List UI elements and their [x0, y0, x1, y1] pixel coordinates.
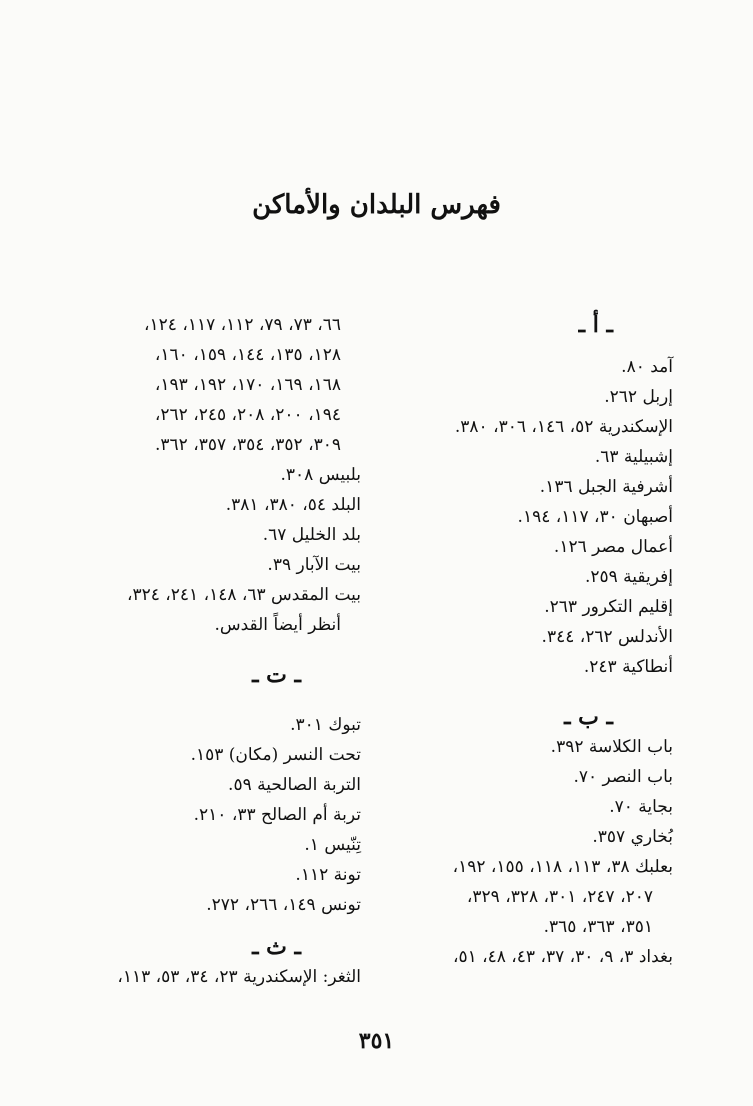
- index-entry: بعلبك ٣٨، ١١٣، ١١٨، ١٥٥، ١٩٢،: [452, 857, 673, 877]
- section-letter-alif: ـ أ ـ: [578, 312, 613, 338]
- index-entry: إربل ٢٦٢.: [604, 387, 673, 407]
- index-entry: بيت الآبار ٣٩.: [267, 555, 361, 575]
- index-entry: إشبيلية ٦٣.: [594, 447, 673, 467]
- index-entry: باب النصر ٧٠.: [573, 767, 673, 787]
- index-entry-continuation: ٣٥١، ٣٦٣، ٣٦٥.: [543, 917, 653, 937]
- index-entry: آمد ٨٠.: [621, 357, 673, 377]
- index-entry: تربة أم الصالح ٣٣، ٢١٠.: [193, 805, 361, 825]
- index-entry: أشرفية الجبل ١٣٦.: [539, 477, 673, 497]
- section-letter-tha: ـ ث ـ: [252, 934, 301, 960]
- index-entry: الثغر: الإسكندرية ٢٣، ٣٤، ٥٣، ١١٣،: [117, 967, 361, 987]
- index-entry-continuation: ٣٠٩، ٣٥٢، ٣٥٤، ٣٥٧، ٣٦٢.: [155, 435, 341, 455]
- index-column-right: [363, 310, 673, 972]
- index-entry: بلبيس ٣٠٨.: [280, 465, 361, 485]
- index-entry-continuation: ٢٠٧، ٢٤٧، ٣٠١، ٣٢٨، ٣٢٩،: [466, 887, 653, 907]
- index-entry: بلد الخليل ٦٧.: [262, 525, 361, 545]
- section-letter-ba: ـ ب ـ: [564, 704, 613, 730]
- index-entry: أعمال مصر ١٢٦.: [553, 537, 673, 557]
- index-entry: التربة الصالحية ٥٩.: [228, 775, 361, 795]
- section-letter-ta: ـ ت ـ: [252, 662, 301, 688]
- page-title: فهرس البلدان والأماكن: [252, 190, 501, 220]
- index-entry: بُخاري ٣٥٧.: [592, 827, 673, 847]
- index-entry: تونة ١١٢.: [295, 865, 361, 885]
- index-entry: أصبهان ٣٠، ١١٧، ١٩٤.: [517, 507, 673, 527]
- index-entry: بجاية ٧٠.: [609, 797, 673, 817]
- index-entry: تونس ١٤٩، ٢٦٦، ٢٧٢.: [206, 895, 361, 915]
- index-entry-continuation: ١٩٤، ٢٠٠، ٢٠٨، ٢٤٥، ٢٦٢،: [154, 405, 341, 425]
- index-entry: الأندلس ٢٦٢، ٣٤٤.: [541, 627, 673, 647]
- index-entry: تحت النسر (مكان) ١٥٣.: [190, 745, 361, 765]
- index-entry-continuation: ١٦٨، ١٦٩، ١٧٠، ١٩٢، ١٩٣،: [154, 375, 341, 395]
- index-entry: إقليم التكرور ٢٦٣.: [544, 597, 673, 617]
- index-column-left: [41, 310, 361, 992]
- index-entry: أنطاكية ٢٤٣.: [583, 657, 673, 677]
- index-entry: تبوك ٣٠١.: [290, 715, 361, 735]
- index-entry-continuation: ١٢٨، ١٣٥، ١٤٤، ١٥٩، ١٦٠،: [154, 345, 341, 365]
- index-entry: تِنّيس ١.: [304, 835, 361, 855]
- index-entry: باب الكلاسة ٣٩٢.: [550, 737, 673, 757]
- index-entry: الإسكندرية ٥٢، ١٤٦، ٣٠٦، ٣٨٠.: [454, 417, 673, 437]
- index-entry: بغداد ٣، ٩، ٣٠، ٣٧، ٤٣، ٤٨، ٥١،: [452, 947, 673, 967]
- page-number: ٣٥١: [358, 1028, 395, 1054]
- see-also-note: أنظر أيضاً القدس.: [214, 615, 341, 635]
- index-entry-continuation: ٦٦، ٧٣، ٧٩، ١١٢، ١١٧، ١٢٤،: [144, 315, 341, 335]
- index-entry: بيت المقدس ٦٣، ١٤٨، ٢٤١، ٣٢٤،: [126, 585, 361, 605]
- index-entry: إفريقية ٢٥٩.: [584, 567, 673, 587]
- index-entry: البلد ٥٤، ٣٨٠، ٣٨١.: [225, 495, 361, 515]
